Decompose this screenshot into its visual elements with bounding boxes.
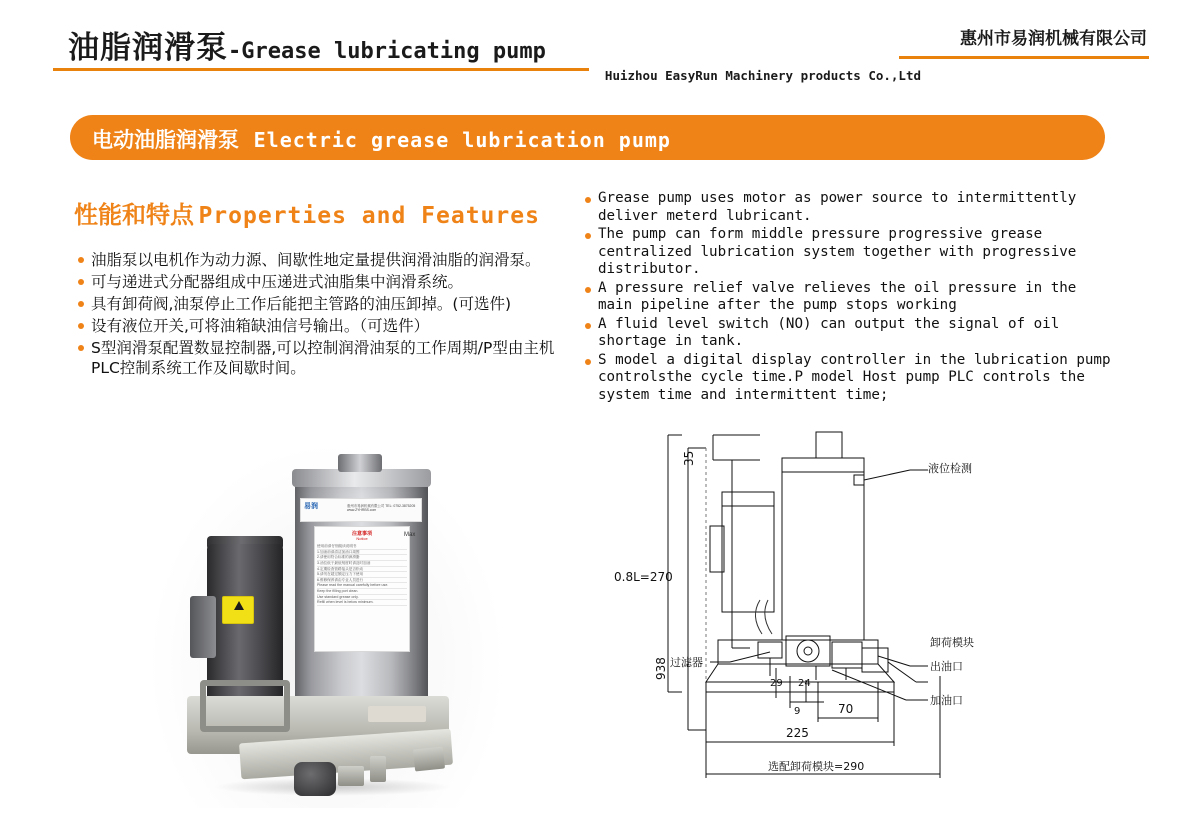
page-title <box>68 22 546 67</box>
page-header <box>0 0 1191 92</box>
warning-sticker <box>222 596 254 624</box>
list-item: A fluid level switch (NO) can output the signal of oil shortage in tank. <box>585 316 1115 351</box>
notice-label-line: 6.维修保养请由专业人员进行 <box>317 578 407 584</box>
dim-24: 24 <box>798 678 811 689</box>
callout-fill-port: 加油口 <box>930 694 963 707</box>
product-photo <box>152 448 502 808</box>
features-heading <box>74 195 540 230</box>
tank-cap <box>338 454 382 472</box>
notice-label-line-en: Refill when level is below minimum. <box>317 600 407 606</box>
valve-block <box>368 706 426 722</box>
notice-label <box>314 526 410 652</box>
dim-tank-capacity-height: 0.8L=270 <box>614 570 673 584</box>
motor-junction-box <box>190 596 216 658</box>
banner-text-en: Electric grease lubrication pump <box>253 128 671 152</box>
notice-label-title-en: Notice <box>356 535 368 541</box>
features-list-en <box>585 190 1115 405</box>
list-item: 具有卸荷阀,油泵停止工作后能把主管路的油压卸掉。(可选件) <box>78 294 558 314</box>
section-banner <box>70 115 1105 160</box>
notice-label-line: 使用前请仔细阅读说明书 <box>317 544 407 550</box>
notice-label-line-en: Keep the filling port clean. <box>317 589 407 595</box>
notice-label-line: 1.加油前请清洁加油口周围 <box>317 550 407 556</box>
page-title-en: -Grease lubricating pump <box>228 39 546 64</box>
port-fitting <box>413 746 445 771</box>
dim-225: 225 <box>786 726 809 740</box>
features-list-cn <box>78 250 558 380</box>
brand-label-sub: 惠州市易润机械有限公司 TEL: 0752-3875205 www.ZYHRBS.com <box>347 504 416 513</box>
list-item: The pump can form middle pressure progressive grease centralized lubrication system together with progressive distributor. <box>585 226 1115 279</box>
list-item: S model a digital display controller in the lubrication pump controlsthe cycle time.P model Host pump PLC controls the system time and intermittent time; <box>585 352 1115 405</box>
dim-290-optional-module: 选配卸荷模块=290 <box>768 760 865 773</box>
features-heading-cn: 性能和特点 <box>74 200 194 229</box>
list-item: Grease pump uses motor as power source to intermittently deliver meterd lubricant. <box>585 190 1115 225</box>
company-name-cn: 惠州市易润机械有限公司 <box>960 29 1147 49</box>
page-title-cn: 油脂润滑泵 <box>68 30 228 66</box>
notice-label-title-cn: 注意事项 <box>351 531 372 537</box>
dim-top-height: 35 <box>682 450 696 466</box>
list-item: S型润滑泵配置数显控制器,可以控制润滑油泵的工作周期/P型由主机PLC控制系统工作及间歇时间。 <box>78 338 558 378</box>
title-underline <box>53 68 589 71</box>
notice-label-line: 5.请勿在超过额定压力下使用 <box>317 572 407 578</box>
dim-total-height: 938 <box>654 657 668 680</box>
port-fitting <box>338 766 364 786</box>
banner-text-cn: 电动油脂润滑泵 <box>92 127 239 152</box>
callout-relief-module: 卸荷模块 <box>930 636 974 649</box>
port-fitting <box>370 756 386 782</box>
callout-level-sensor: 液位检测 <box>928 462 972 475</box>
list-item: A pressure relief valve relieves the oil pressure in the main pipeline after the pump stops working <box>585 280 1115 315</box>
control-knob <box>294 762 336 796</box>
notice-label-line: 4.定期检查管路接头是否松动 <box>317 567 407 573</box>
banner-text <box>92 124 671 154</box>
list-item: 设有液位开关,可将油箱缺油信号输出。（可选件） <box>78 316 558 336</box>
notice-label-line: 2.请使用符合标准的润滑脂 <box>317 555 407 561</box>
carry-handle <box>200 680 290 732</box>
brand-label <box>300 498 422 522</box>
callout-outlet: 出油口 <box>930 660 963 673</box>
notice-label-line-en: Please read the manual carefully before use. <box>317 583 407 589</box>
list-item: 可与递进式分配器组成中压递进式油脂集中润滑系统。 <box>78 272 558 292</box>
technical-drawing <box>610 430 1090 820</box>
notice-label-line-en: Use standard grease only. <box>317 595 407 601</box>
features-heading-en: Properties and Features <box>198 203 540 229</box>
notice-label-line: 3.油位低于最低刻度时请及时加油 <box>317 561 407 567</box>
company-name-en: Huizhou EasyRun Machinery products Co.,Ltd <box>604 68 921 83</box>
list-item: 油脂泵以电机作为动力源、间歇性地定量提供润滑油脂的润滑泵。 <box>78 250 558 270</box>
company-underline <box>899 56 1149 59</box>
brand-label-name: 易润 <box>304 503 318 510</box>
callout-filter: 过滤器 <box>670 656 703 669</box>
max-level-mark: Max <box>404 532 416 538</box>
dim-70: 70 <box>838 702 854 716</box>
dim-9: 9 <box>794 706 801 717</box>
dim-29: 29 <box>770 678 783 689</box>
